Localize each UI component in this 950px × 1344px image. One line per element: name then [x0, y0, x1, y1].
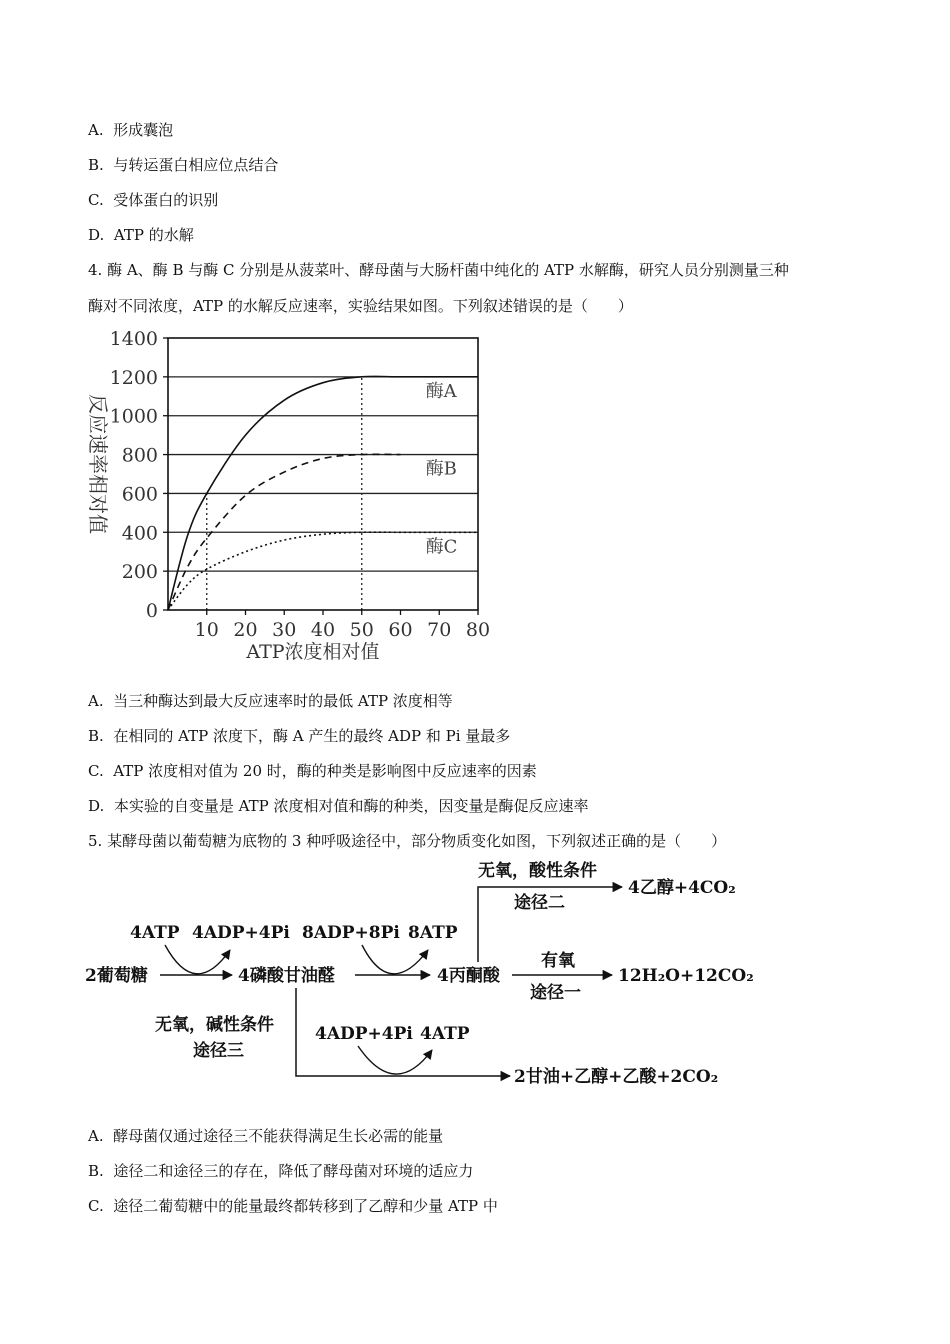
q5-option-b: B. 途径二和途径三的存在，降低了酵母菌对环境的适应力 — [88, 1162, 474, 1180]
x-tick-label-10: 10 — [194, 619, 219, 641]
atp-cycle-arrow-1 — [165, 945, 230, 974]
path3-name: 途径三 — [193, 1041, 244, 1061]
q3-option-c: C. 受体蛋白的识别 — [88, 191, 219, 209]
adp-out-label: 4ADP+4Pi — [192, 923, 290, 943]
glucose-label: 2葡萄糖 — [85, 966, 148, 986]
atp-cycle-arrow-3 — [358, 1046, 432, 1074]
y-tick-label-1000: 1000 — [109, 405, 158, 428]
enzyme-rate-chart — [80, 322, 500, 672]
q4-option-d: D. 本实验的自变量是 ATP 浓度相对值和酶的种类，因变量是酶促反应速率 — [88, 797, 589, 815]
y-tick-label-600: 600 — [121, 483, 158, 506]
y-axis-label: 反应速率相对值 — [86, 394, 110, 534]
path2-name: 途径二 — [514, 893, 565, 913]
y-tick-label-400: 400 — [121, 522, 158, 545]
path1-cond: 有氧 — [541, 951, 575, 971]
q3-option-d: D. ATP 的水解 — [88, 226, 194, 244]
path3-adp-label: 4ADP+4Pi — [315, 1024, 413, 1044]
q4-stem-line2: 酶对不同浓度，ATP 的水解反应速率，实验结果如图。下列叙述错误的是（ ） — [88, 297, 633, 315]
path2-product: 4乙醇+4CO₂ — [628, 878, 736, 898]
y-tick-label-200: 200 — [121, 561, 158, 584]
series-label-1: 酶B — [425, 458, 457, 480]
x-axis-label: ATP浓度相对值 — [246, 641, 380, 663]
path3-product: 2甘油+乙醇+乙酸+2CO₂ — [514, 1067, 719, 1087]
x-tick-label-60: 60 — [388, 619, 413, 641]
y-tick-label-0: 0 — [145, 600, 158, 622]
q4-option-a: A. 当三种酶达到最大反应速率时的最低 ATP 浓度相等 — [88, 692, 453, 710]
series-label-0: 酶A — [425, 380, 457, 402]
path3-cond: 无氧，碱性条件 — [155, 1015, 274, 1035]
respiration-pathway-diagram — [0, 850, 950, 1100]
q5-option-a: A. 酵母菌仅通过途径三不能获得满足生长必需的能量 — [88, 1127, 444, 1145]
y-tick-label-1200: 1200 — [109, 366, 158, 389]
x-tick-label-40: 40 — [310, 619, 336, 641]
series-label-2: 酶C — [425, 536, 458, 558]
path1-name: 途径一 — [530, 983, 581, 1003]
x-tick-label-70: 70 — [427, 619, 452, 641]
y-tick-label-800: 800 — [121, 444, 158, 467]
x-tick-label-20: 20 — [233, 619, 258, 641]
q5-stem: 5. 某酵母菌以葡萄糖为底物的 3 种呼吸途径中，部分物质变化如图，下列叙述正确的是（ ） — [88, 832, 727, 850]
atp-cycle-arrow-2 — [362, 945, 428, 974]
y-tick-label-1400: 1400 — [109, 328, 158, 350]
adp-in2-label: 8ADP+8Pi — [302, 923, 400, 943]
q4-option-b: B. 在相同的 ATP 浓度下，酶 A 产生的最终 ADP 和 Pi 量最多 — [88, 727, 511, 745]
q4-option-c: C. ATP 浓度相对值为 20 时，酶的种类是影响图中反应速率的因素 — [88, 762, 537, 780]
q4-stem-line1: 4. 酶 A、酶 B 与酶 C 分别是从菠菜叶、酵母菌与大肠杆菌中纯化的 ATP 水解酶，研究人员分别测量三种 — [88, 261, 789, 279]
q5-option-c: C. 途径二葡萄糖中的能量最终都转移到了乙醇和少量 ATP 中 — [88, 1197, 498, 1215]
atp-out2-label: 8ATP — [408, 923, 458, 943]
atp-in-label: 4ATP — [130, 923, 180, 943]
pyruvate-label: 4丙酮酸 — [437, 966, 500, 986]
q3-option-b: B. 与转运蛋白相应位点结合 — [88, 156, 279, 174]
g3p-label: 4磷酸甘油醛 — [238, 966, 335, 986]
x-tick-label-80: 80 — [465, 619, 491, 641]
path2-cond: 无氧，酸性条件 — [478, 861, 597, 881]
path1-product: 12H₂O+12CO₂ — [618, 966, 754, 986]
path3-atp-label: 4ATP — [420, 1024, 470, 1044]
q3-option-a: A. 形成囊泡 — [88, 121, 174, 139]
x-tick-label-50: 50 — [349, 619, 374, 641]
x-tick-label-30: 30 — [272, 619, 297, 641]
